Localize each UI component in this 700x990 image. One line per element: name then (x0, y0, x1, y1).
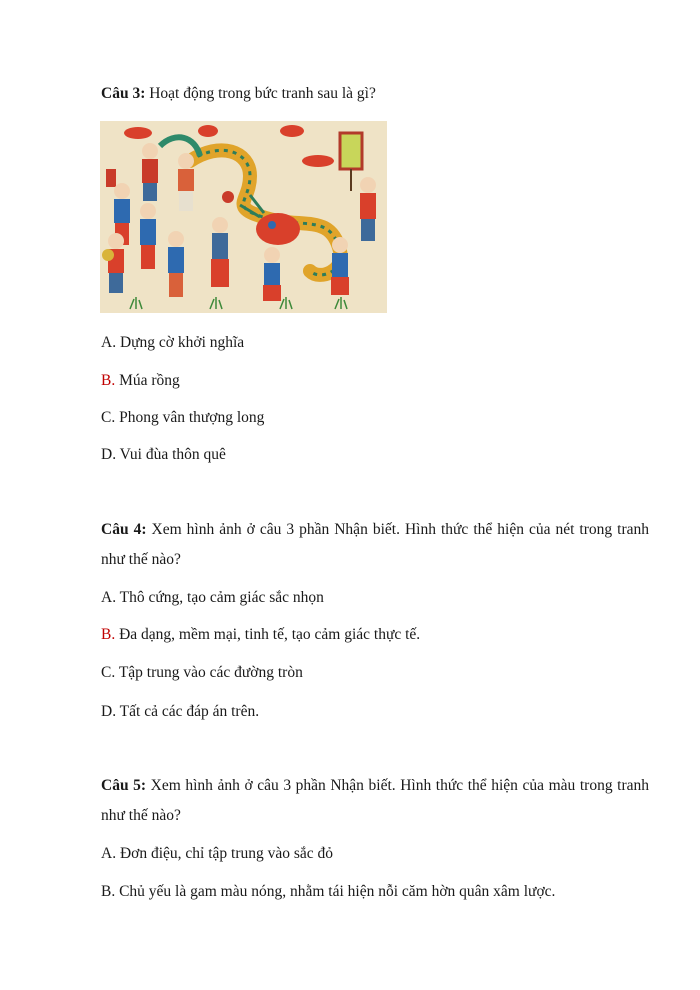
q4-option-b[interactable] (101, 625, 420, 645)
q4-option-b-text: Đa dạng, mềm mại, tinh tế, tạo cảm giác thực tế. (115, 626, 421, 643)
q4-option-a[interactable] (101, 588, 324, 608)
question-4 (101, 515, 649, 575)
q5-option-b-text: Chủ yếu là gam màu nóng, nhằm tái hiện nỗi căm hờn quân xâm lược. (115, 883, 556, 900)
question-4-label: Câu 4: (101, 521, 147, 538)
q5-option-a-letter: A. (101, 845, 117, 862)
q3-option-b-letter: B. (101, 372, 116, 389)
q4-option-d[interactable] (101, 702, 259, 722)
q3-option-c-text: Phong vân thượng long (115, 409, 265, 426)
q4-option-a-text: Thô cứng, tạo cảm giác sắc nhọn (116, 589, 324, 606)
q3-option-d[interactable] (101, 445, 226, 465)
dragon-dance-painting (100, 121, 387, 313)
q5-option-a-text: Đơn điệu, chỉ tập trung vào sắc đỏ (116, 845, 334, 862)
q3-option-c[interactable] (101, 408, 264, 428)
q5-option-b[interactable] (101, 882, 555, 902)
q3-option-a-text: Dựng cờ khởi nghĩa (116, 334, 245, 351)
question-3-text: Hoạt động trong bức tranh sau là gì? (145, 85, 376, 102)
question-5 (101, 771, 649, 831)
q4-option-c-letter: C. (101, 664, 116, 681)
q4-option-b-letter: B. (101, 626, 116, 643)
q5-option-b-letter: B. (101, 883, 116, 900)
q4-option-c-text: Tập trung vào các đường tròn (115, 664, 303, 681)
q3-option-d-text: Vui đùa thôn quê (116, 446, 226, 463)
q3-option-a-letter: A. (101, 334, 117, 351)
q3-option-a[interactable] (101, 333, 244, 353)
q3-option-c-letter: C. (101, 409, 116, 426)
question-5-label: Câu 5: (101, 777, 147, 794)
q4-option-a-letter: A. (101, 589, 117, 606)
question-5-text: Xem hình ảnh ở câu 3 phần Nhận biết. Hình thức thể hiện của màu trong tranh như thế nào? (101, 777, 649, 824)
q4-option-d-text: Tất cả các đáp án trên. (116, 703, 260, 720)
question-3 (101, 79, 649, 109)
q4-option-c[interactable] (101, 663, 303, 683)
q3-option-d-letter: D. (101, 446, 117, 463)
q3-option-b[interactable] (101, 371, 180, 391)
question-3-label: Câu 3: (101, 85, 146, 102)
q3-option-b-text: Múa rồng (115, 372, 180, 389)
question-4-text: Xem hình ảnh ở câu 3 phần Nhận biết. Hình thức thể hiện của nét trong tranh như thế nào? (101, 521, 650, 568)
q4-option-d-letter: D. (101, 703, 117, 720)
q5-option-a[interactable] (101, 844, 333, 864)
